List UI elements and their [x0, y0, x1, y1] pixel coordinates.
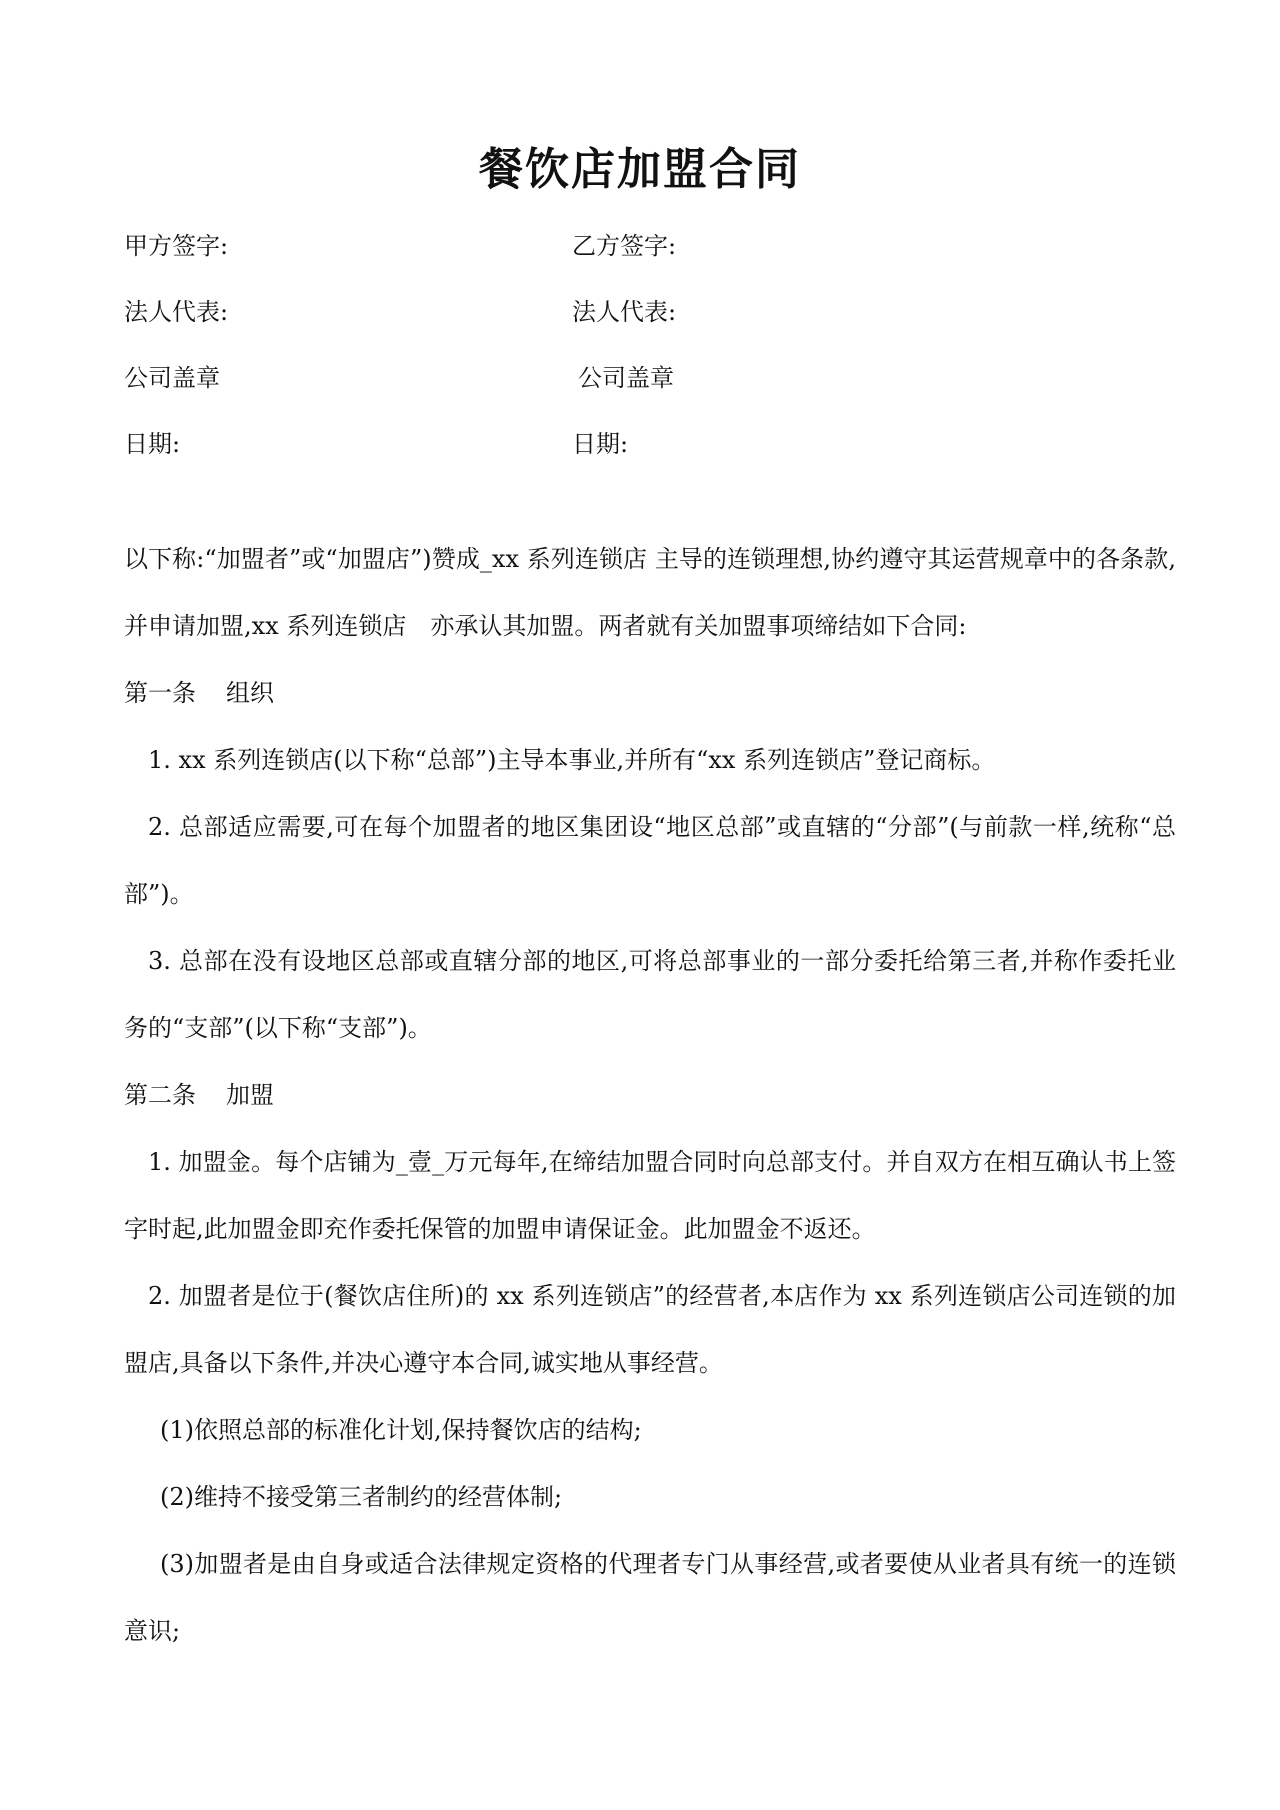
signature-row-seal	[124, 358, 1184, 398]
article-2-name: 加盟	[226, 1081, 274, 1109]
article-1-item-2: 2. 总部适应需要,可在每个加盟者的地区集团设“地区总部”或直辖的“分部”(与前款一样,统称“总部”)。	[124, 813, 1176, 908]
party-a-signature-label: 甲方签字:	[124, 232, 229, 260]
article-2-item-1: 1. 加盟金。每个店铺为_壹_万元每年,在缔结加盟合同时向总部支付。并自双方在相互确认书上签字时起,此加盟金即充作委托保管的加盟申请保证金。此加盟金不返还。	[124, 1148, 1176, 1243]
article-2-heading	[124, 1062, 1176, 1129]
party-b-seal-label: 公司盖章	[578, 364, 674, 392]
article-1-name: 组织	[226, 679, 274, 707]
signature-row-legal-rep	[124, 292, 1184, 332]
party-b-legal-rep-label: 法人代表:	[572, 298, 677, 326]
preamble-paragraph: 以下称:“加盟者”或“加盟店”)赞成_xx 系列连锁店 主导的连锁理想,协约遵守其运营规章中的各条款,并申请加盟,xx 系列连锁店 亦承认其加盟。两者就有关加盟事项缔结如下合同:	[124, 545, 1176, 640]
signature-row-date	[124, 424, 1184, 464]
contract-body	[124, 526, 1176, 1665]
article-2-number: 第二条	[124, 1081, 196, 1109]
party-b-date-label: 日期:	[572, 430, 629, 458]
article-2-condition-2: (2)维持不接受第三者制约的经营体制;	[160, 1483, 563, 1511]
party-a-seal-label: 公司盖章	[124, 364, 220, 392]
article-1-heading	[124, 660, 1176, 727]
article-2-condition-3: (3)加盟者是由自身或适合法律规定资格的代理者专门从事经营,或者要使从业者具有统一的连锁意识;	[124, 1550, 1176, 1645]
article-1-item-3: 3. 总部在没有设地区总部或直辖分部的地区,可将总部事业的一部分委托给第三者,并称作委托业务的“支部”(以下称“支部”)。	[124, 947, 1176, 1042]
article-2-condition-1: (1)依照总部的标准化计划,保持餐饮店的结构;	[160, 1416, 642, 1444]
article-1-number: 第一条	[124, 679, 196, 707]
signature-row-signer	[124, 226, 1184, 266]
party-a-legal-rep-label: 法人代表:	[124, 298, 229, 326]
article-2-item-2: 2. 加盟者是位于(餐饮店住所)的 xx 系列连锁店”的经营者,本店作为 xx 系列连锁店公司连锁的加盟店,具备以下条件,并决心遵守本合同,诚实地从事经营。	[124, 1282, 1176, 1377]
party-b-signature-label: 乙方签字:	[572, 232, 677, 260]
party-a-date-label: 日期:	[124, 430, 181, 458]
article-1-item-1: 1. xx 系列连锁店(以下称“总部”)主导本事业,并所有“xx 系列连锁店”登记商标。	[148, 746, 996, 774]
document-title: 餐饮店加盟合同	[479, 144, 801, 195]
